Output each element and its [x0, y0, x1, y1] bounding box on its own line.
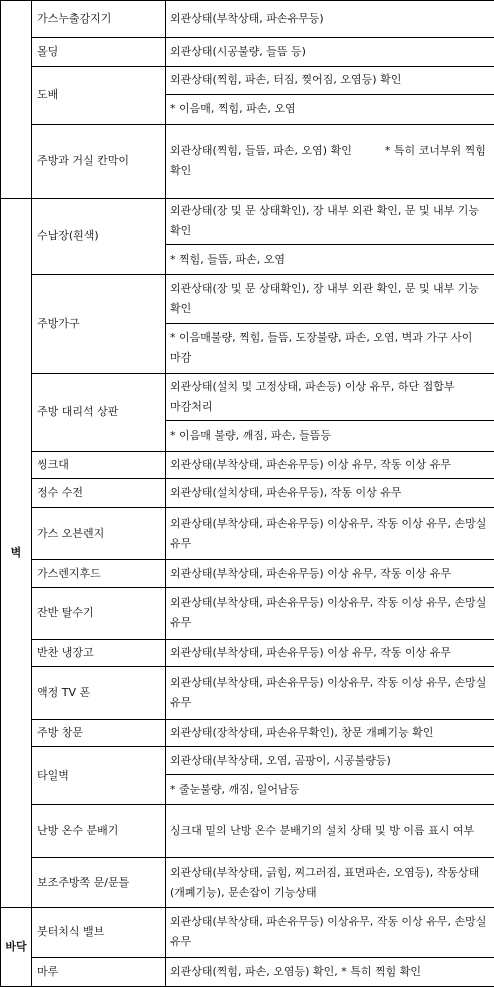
check-criteria-cell: 외관상태(장 및 문 상태확인), 장 내부 외관 확인, 문 및 내부 기능 확인: [166, 275, 494, 323]
table-row: [1, 908, 494, 957]
check-criteria-cell: 외관상태(찍힘, 파손, 터짐, 찢어짐, 오염등) 확인: [166, 66, 494, 94]
item-name-cell: 붓터치식 밸브: [32, 908, 166, 957]
item-name-cell: 가스 오븐렌지: [32, 508, 166, 560]
check-detail-cell: * 줄눈불량, 깨짐, 일어남등: [166, 775, 494, 805]
table-row: [1, 124, 494, 198]
check-criteria-cell: 외관상태(부착상태, 파손유무등) 이상유무, 작동 이상 유무, 손망실 유무: [166, 667, 494, 719]
table-row: [1, 746, 494, 774]
table-row: [1, 805, 494, 857]
check-criteria-cell: 외관상태(부착상태, 파손유무등) 이상 유무, 작동 이상 유무: [166, 640, 494, 667]
item-name-cell: 몰딩: [32, 38, 166, 66]
table-row: [1, 508, 494, 560]
inspection-table-body: [1, 1, 494, 987]
check-criteria-cell: 외관상태(부착상태, 파손유무등) 이상유무, 작동 이상 유무, 손망실 유무: [166, 587, 494, 639]
check-criteria-cell: 싱크대 밑의 난방 온수 분배기의 설치 상태 및 방 이름 표시 여부: [166, 805, 494, 857]
item-name-cell: 가스누출감지기: [32, 1, 166, 38]
check-criteria-cell: 외관상태(부착상태, 긁힘, 찌그러짐, 표면파손, 오염등), 작동상태(개폐기능), 문손잡이 기능상태: [166, 857, 494, 907]
item-name-cell: 타일벽: [32, 746, 166, 804]
check-criteria-cell: 외관상태(찍힘, 들뜸, 파손, 오염) 확인 * 특히 코너부위 찍힘 확인: [166, 124, 494, 198]
item-name-cell: 가스렌지후드: [32, 560, 166, 587]
table-row: [1, 275, 494, 323]
item-name-cell: 주방가구: [32, 275, 166, 374]
item-name-cell: 주방 대리석 상판: [32, 373, 166, 451]
item-name-cell: 정수 수전: [32, 478, 166, 507]
check-criteria-cell: 외관상태(시공불량, 들뜸 등): [166, 38, 494, 66]
table-row: [1, 719, 494, 746]
check-criteria-cell: 외관상태(부착상태, 파손유무등) 이상 유무, 작동 이상 유무: [166, 560, 494, 587]
category-cell-top: [1, 1, 32, 199]
check-criteria-cell: 외관상태(찍힘, 파손, 오염등) 확인, * 특히 찍힘 확인: [166, 957, 494, 986]
table-row: [1, 451, 494, 478]
item-name-cell: 주방과 거실 칸막이: [32, 124, 166, 198]
check-criteria-cell: 외관상태(장 및 문 상태확인), 장 내부 외관 확인, 문 및 내부 기능 확인: [166, 198, 494, 244]
item-name-cell: 난방 온수 분배기: [32, 805, 166, 857]
table-row: [1, 857, 494, 907]
table-row: [1, 373, 494, 420]
item-name-cell: 반찬 냉장고: [32, 640, 166, 667]
item-name-cell: 수납장(흰색): [32, 198, 166, 275]
check-detail-cell: * 이음매불량, 찍힘, 들뜸, 도장불량, 파손, 오염, 벽과 가구 사이 마감: [166, 323, 494, 373]
item-name-cell: 마루: [32, 957, 166, 986]
check-criteria-cell: 외관상태(부착상태, 파손유무등) 이상유무, 작동 이상 유무, 손망실 유무: [166, 908, 494, 957]
table-row: [1, 1, 494, 38]
check-criteria-cell: 외관상태(장착상태, 파손유무확인), 창문 개폐기능 확인: [166, 719, 494, 746]
item-name-cell: 주방 창문: [32, 719, 166, 746]
category-cell-floor: 바닥: [1, 908, 32, 987]
check-criteria-cell: 외관상태(설치 및 고정상태, 파손등) 이상 유무, 하단 접합부 마감처리: [166, 373, 494, 420]
check-criteria-cell: 외관상태(부착상태, 파손유무등) 이상유무, 작동 이상 유무, 손망실 유무: [166, 508, 494, 560]
check-detail-cell: * 찍힘, 들뜸, 파손, 오염: [166, 244, 494, 274]
item-name-cell: 도배: [32, 66, 166, 124]
table-row: [1, 66, 494, 94]
table-row: [1, 198, 494, 244]
check-criteria-cell: 외관상태(부착상태, 오염, 곰팡이, 시공불량등): [166, 746, 494, 774]
item-name-cell: 액정 TV 폰: [32, 667, 166, 719]
item-name-cell: 잔반 탈수기: [32, 587, 166, 639]
table-row: [1, 560, 494, 587]
table-row: [1, 640, 494, 667]
check-criteria-cell: 외관상태(부착상태, 파손유무등) 이상 유무, 작동 이상 유무: [166, 451, 494, 478]
item-name-cell: 보조주방쪽 문/문틀: [32, 857, 166, 907]
table-row: [1, 478, 494, 507]
table-row: [1, 587, 494, 639]
table-row: [1, 957, 494, 986]
check-detail-cell: * 이음매 불량, 깨짐, 파손, 들뜸등: [166, 421, 494, 451]
category-cell-wall: 벽: [1, 198, 32, 908]
check-detail-cell: * 이음매, 찍힘, 파손, 오염: [166, 94, 494, 124]
check-criteria-cell: 외관상태(설치상태, 파손유무등), 작동 이상 유무: [166, 478, 494, 507]
check-criteria-cell: 외관상태(부착상태, 파손유무등): [166, 1, 494, 38]
table-row: [1, 38, 494, 66]
item-name-cell: 씽크대: [32, 451, 166, 478]
table-row: [1, 667, 494, 719]
